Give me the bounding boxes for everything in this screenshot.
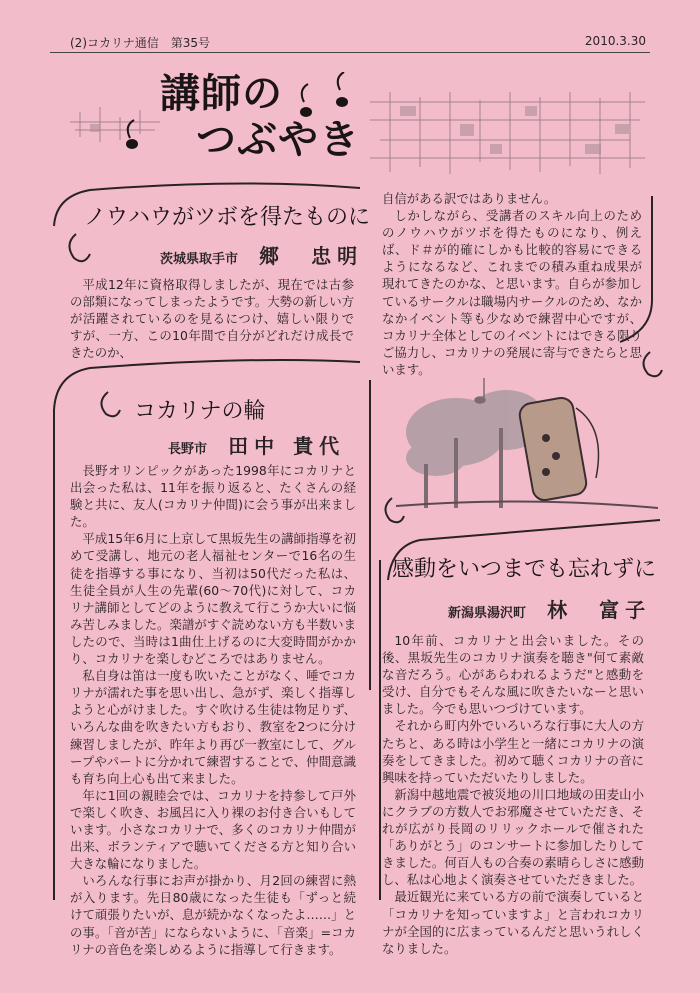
- section3-prefecture: 新潟県湯沢町: [448, 606, 527, 621]
- paragraph: 平成15年6月に上京して黒坂先生の講師指導を初めて受講し、地元の老人福祉センターで16名の生徒を指導する事になり、当初は50代だった私は、生徒全員が人生の先輩(60〜70代)に対して、コカリナ講師としてどのように教えて行こうか大いに悩み苦しみました。楽譜がすぐ読めない方も半数いましたので、当時は1曲仕上げるのに大変時間がかかり、コカリナを楽しむどころではありません。: [70, 531, 356, 667]
- section3-text: [382, 632, 644, 957]
- section2-author: [168, 430, 345, 459]
- paragraph: 私自身は笛は一度も吹いたことがなく、唾でコカリナが濡れた事を思い出し、急がず、楽しく指導しようと心がけました。すぐ吹ける生徒は物足りず、いろんな曲を吹きたい方もおり、教室を2つに分け練習しましたが、昨年より再び一教室にして、グループやパートに分かれて練習することで、仲間意識も育ち向上心も出て来ました。: [70, 668, 356, 786]
- paragraph: 平成12年に資格取得しましたが、現在では古参の部類になってしまったようです。大勢の新しい方が活躍されているのを見るにつけ、嬉しい限りですが、一方、この10年間で自分がどれだけ成長できたのか、: [70, 277, 354, 361]
- paragraph: 年に1回の親睦会では、コカリナを持参して戸外で楽しく吹き、お風呂に入り裸のお付き合いもしています。小さなコカリナで、多くのコカリナ仲間が出来、ボランティアで聴いてくださる方と知り合い大きな輪になりました。: [70, 787, 356, 872]
- banner-title-line1: 講師の: [160, 71, 283, 117]
- section1-prefecture: 茨城県取手市: [160, 252, 239, 267]
- paragraph: 長野オリンピックがあった1998年にコカリナと出会った私は、11年を振り返ると、たくさんの経験と共に、友人(コカリナ仲間)に会う事が出来ました。: [70, 463, 356, 530]
- section3-author: [448, 594, 651, 623]
- section1-name: 郷 忠明: [259, 244, 364, 268]
- paragraph: それから町内外でいろいろな行事に大人の方たちと、ある時は小学生と一緒にコカリナの演奏をしてきました。初めて聴くコカリナの音に興味を持っていただいたりしました。: [382, 718, 644, 785]
- section1-author: [160, 240, 363, 269]
- tree-icon: [396, 368, 658, 518]
- section1-heading: ノウハウがツボを得たものに: [84, 205, 371, 230]
- section3-name: 林 富子: [547, 598, 652, 622]
- paragraph: しかしながら、受講者のスキル向上のためのノウハウがツボを得たものになり、例えば、ド＃が的確にしかも比較的容易にできるようになるなど、これまでの積み重ね成果が現れてきたのかな、と思います。自らが参加しているサークルは職場内サークルのため、なかなかイベント等も少なめで練習中心ですが、コカリナ全体としてのイベントにはできる限りご協力し、コカリナの発展に寄与できたらと思います。: [382, 208, 642, 377]
- section2-prefecture: 長野市: [168, 442, 208, 457]
- section3-heading: 感動をいつまでも忘れずに: [392, 557, 657, 582]
- paragraph: 10年前、コカリナと出会いました。その後、黒坂先生のコカリナ演奏を聴き"何て素敵な音だろう。心があらわれるようだ"と感動を受け、自分でもそんな風に吹きたいなーと思いました。今でも思いつづけています。: [382, 633, 644, 717]
- section2-text: [70, 462, 356, 958]
- issue-label: (2)コカリナ通信 第35号: [70, 36, 211, 50]
- section1-right-text: [382, 190, 642, 378]
- section2-name: 田中 貴代: [228, 434, 346, 458]
- issue-date: 2010.3.30: [584, 34, 646, 48]
- paragraph: 自信がある訳ではありません。: [382, 191, 557, 206]
- paragraph: 最近観光に来ている方の前で演奏していると「コカリナを知っていますよ」と言われコカリナが全国的に広まっているんだと思いうれしくなりました。: [382, 889, 644, 956]
- paragraph: 新潟中越地震で被災地の川口地域の田麦山小にクラブの方数人でお邪魔させていただき、それが広がり長岡のリリックホールで催された「ありがとう」のコンサートに参加したりしてきました。何百人もの合奏の素晴らしさに感動し、私は心地よく演奏させていただきました。: [382, 786, 644, 888]
- section2-heading: コカリナの輪: [134, 399, 266, 424]
- paragraph: いろんな行事にお声が掛かり、月2回の練習に熱が入ります。先日80歳になった生徒も「ずっと続けて頑張りたいが、息が続かなくなったよ……」との事。「音が苦」にならないように、「音楽」=コカリナの音色を楽しめるように指導して行きます。: [70, 873, 356, 957]
- section1-left-text: [70, 276, 354, 361]
- cocarina-instrument-icon: [518, 396, 599, 502]
- banner-title-line2: つぶやき: [196, 117, 360, 163]
